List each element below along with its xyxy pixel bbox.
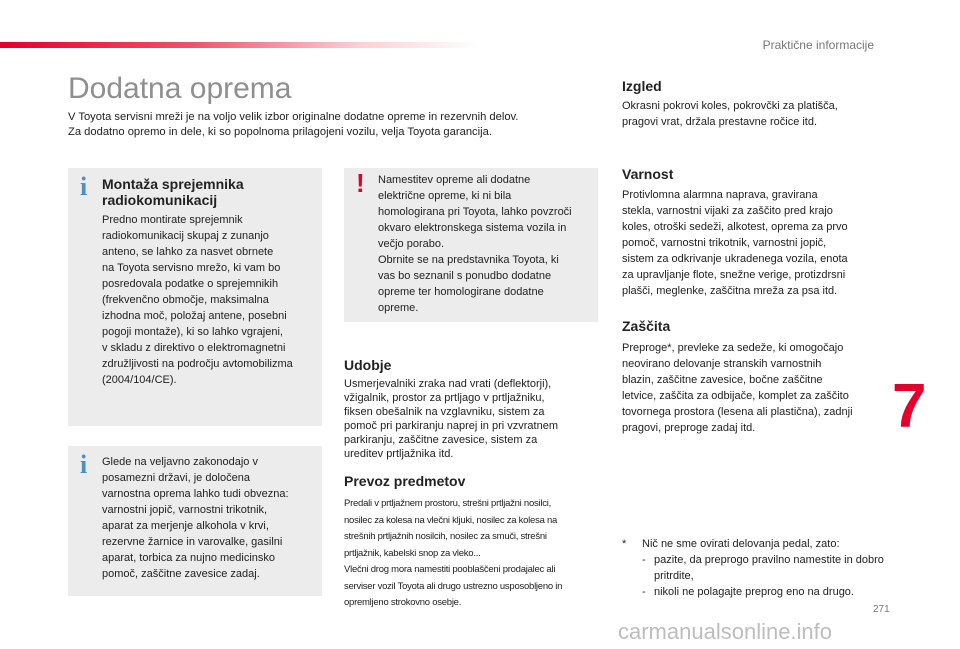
- section-text-udobje: Usmerjevalniki zraka nad vrati (deflektorji), vžigalnik, prostor za prtljago v prtljažniku, fiksen obešalnik na vzglavniku, sistem za pomoč pri parkiranju naprej in pri vzvratnem parkiranju, zaščitne zavesice, sistem za ureditev prtljažnika itd.: [344, 378, 558, 460]
- page-number: 271: [873, 604, 890, 615]
- chapter-number: 7: [892, 372, 927, 441]
- footnote-dash: -: [642, 554, 646, 566]
- section-text-zascita: Preproge*, prevleke za sedeže, ki omogočajo neovirano delovanje stranskih varnostnih blazin, zaščitne zavesice, bočne zaščitne letvice, zaščita za odbijače, komplet za zaščito tovornega prostora (lesena ali plastična), zadnji pragovi, preproge zadaj itd.: [622, 342, 853, 434]
- info-box-text: Predno montirate sprejemnik radiokomunikacij skupaj z zunanjo anteno, se lahko za nasvet obrnete na Toyota servisno mrežo, ki vam bo posredovala podatke o sprejemnikih (frekvenčno območje, maksimalna izhodna moč, položaj antene, posebni pogoji montaže), ki so lahko vgrajeni, v skladu z direktivo o elektromagnetni združljivosti na področju avtomobilizma (2004/104/CE).: [102, 214, 293, 386]
- footnote-item-text: pazite, da preprogo pravilno namestite in dobro pritrdite,: [654, 554, 884, 582]
- section-title-izgled: Izgled: [622, 78, 662, 94]
- section-title-varnost: Varnost: [622, 166, 674, 182]
- warning-box-text: Namestitev opreme ali dodatne električne opreme, ki ni bila homologirana pri Toyota, lahko povzroči okvaro elektronskega sistema vozila in večjo porabo. Obrnite se na predstavnika Toyota, ki vas bo seznanil s ponudbo dodatne opreme ter homologirane dodatne opreme.: [378, 174, 572, 314]
- exclamation-icon: !: [356, 168, 365, 198]
- intro-text: V Toyota servisni mreži je na voljo velik izbor originalne dodatne opreme in rezervnih delov. Za dodatno opremo in dele, ki so popolnoma prilagojeni vozilu, velja Toyota garancija.: [68, 111, 519, 138]
- section-title-prevoz: Prevoz predmetov: [344, 473, 466, 489]
- footnote-intro-row: [622, 536, 892, 552]
- section-text-varnost: Protivlomna alarmna naprava, gravirana stekla, varnostni vijaki za zaščito pred krajo koles, otroški sedeži, alkotest, oprema za prvo pomoč, varnostni trikotnik, varnostni jopič, sistem za odkrivanje ukradenega vozila, enota za upravljanje flote, snežne verige, protizdrsni plašči, meglenke, zaščitna mreža za psa itd.: [622, 189, 848, 297]
- page-title: Dodatna oprema: [68, 72, 292, 105]
- section-header: Praktične informacije: [762, 38, 874, 52]
- info-box-mandatory: [68, 446, 322, 596]
- section-title-udobje: Udobje: [344, 357, 392, 373]
- info-box-radio: [68, 168, 322, 426]
- footnote-dash: -: [642, 586, 646, 598]
- watermark: carmanualsonline.info: [618, 619, 833, 644]
- footnote-intro: Nič ne sme ovirati delovanja pedal, zato:: [642, 538, 840, 550]
- info-box-text: Glede na veljavno zakonodajo v posamezni državi, je določena varnostna oprema lahko tudi obvezna: varnostni jopič, varnostni trikotnik, aparat za merjenje alkohola v krvi, rezervne žarnice in varovalke, gasilni aparat, torbica za nujno medicinsko pomoč, zaščitne zavesice zadaj.: [102, 456, 289, 580]
- section-title-zascita: Zaščita: [622, 318, 671, 334]
- warning-box: [344, 168, 598, 322]
- footnote-item-text: nikoli ne polagajte preprog eno na drugo.: [654, 586, 854, 598]
- footnote-marker: *: [622, 538, 627, 550]
- info-icon: i: [80, 172, 88, 201]
- info-box-title: Montaža sprejemnika radiokomunikacij: [102, 176, 244, 208]
- section-text-prevoz: Predali v prtljažnem prostoru, strešni prtljažni nosilci, nosilec za kolesa na vlečni kljuki, nosilec za kolesa na strešnih prtljažnih nosilcih, nosilec za smuči, strešni prtljažnik, kabelski snop za vleko... Vlečni drog mora namestiti pooblaščeni prodajalec ali serviser vozil Toyota ali drugo ustrezno usposobljeno in opremljeno strokovno osebje.: [344, 498, 563, 608]
- footnote: [622, 536, 892, 600]
- header-accent-bar: [0, 42, 480, 48]
- section-text-izgled: Okrasni pokrovi koles, pokrovčki za platišča, pragovi vrat, držala prestavne ročice itd.: [622, 100, 838, 128]
- footnote-item: [622, 584, 892, 600]
- info-icon: i: [80, 450, 88, 479]
- footnote-item: [622, 552, 892, 584]
